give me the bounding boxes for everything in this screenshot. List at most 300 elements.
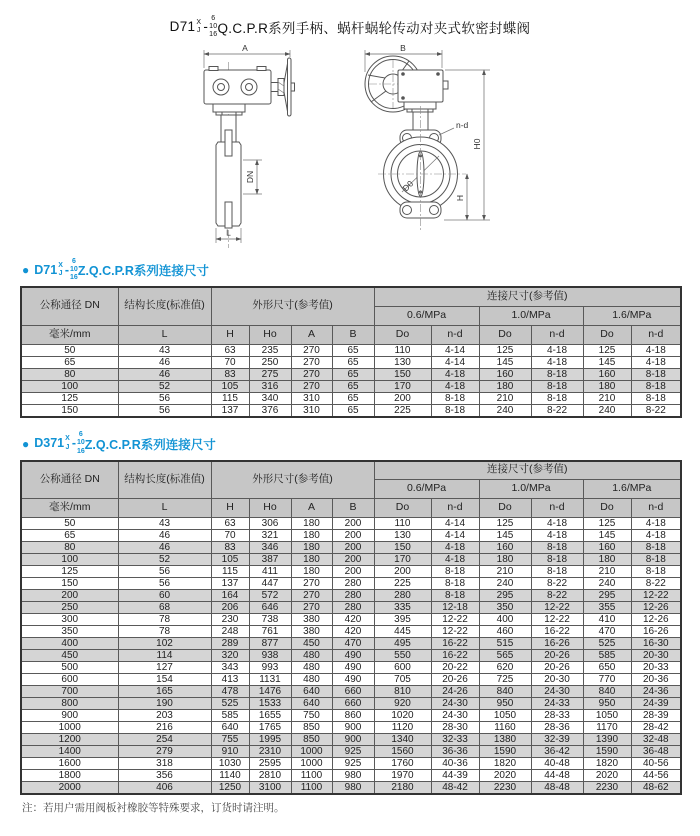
table-cell: 2180 [374,782,431,795]
table-cell: 56 [118,404,211,417]
table-cell: 70 [211,530,249,542]
sub-header: Do [374,325,431,344]
table-cell: 200 [21,590,118,602]
table-cell: 65 [21,356,118,368]
dim-label-B: B [400,43,406,53]
table-cell: 150 [374,368,431,380]
table-cell: 40-48 [531,758,583,770]
table-cell: 316 [249,380,291,392]
table-cell: 250 [21,602,118,614]
valve-side-view-drawing [161,42,296,252]
table-row [21,674,681,686]
table-cell: 460 [479,626,531,638]
table-cell: 4-18 [531,344,583,356]
table-cell: 2230 [479,782,531,795]
table-cell: 114 [118,650,211,662]
table-row [21,662,681,674]
table-cell: 12-22 [431,626,479,638]
table-cell: 44-56 [631,770,681,782]
table-cell: 150 [21,578,118,590]
table-cell: 154 [118,674,211,686]
table-cell: 4-18 [631,344,681,356]
table-cell: 280 [332,602,374,614]
table-cell: 8-22 [631,578,681,590]
table-cell: 200 [332,530,374,542]
table-cell: 1590 [479,746,531,758]
table-cell: 1250 [211,782,249,795]
table-cell: 8-18 [431,404,479,417]
page-title [20,14,680,40]
col-header-conn: 连接尺寸(参考值) [374,461,681,480]
table-cell: 480 [291,650,332,662]
table-cell: 8-18 [431,566,479,578]
sub-header: Do [583,325,631,344]
table-cell: 1050 [479,710,531,722]
table-cell: 165 [118,686,211,698]
table-cell: 12-26 [631,614,681,626]
table-cell: 145 [583,530,631,542]
bullet-icon: ● [22,263,30,277]
gearbox-front [398,70,443,102]
table-cell: 8-18 [431,392,479,404]
table-cell: 100 [21,554,118,566]
table-cell: 705 [374,674,431,686]
table-cell: 938 [249,650,291,662]
table-cell: 32-39 [531,734,583,746]
sub-header: 毫米/mm [21,499,118,518]
table-cell: 1995 [249,734,291,746]
table-cell: 925 [332,746,374,758]
table-cell: 12-22 [531,614,583,626]
table-cell: 4-18 [431,380,479,392]
table-cell: 1100 [291,770,332,782]
table-cell: 80 [21,368,118,380]
table-cell: 8-22 [531,404,583,417]
table-cell: 280 [332,578,374,590]
table-cell: 3100 [249,782,291,795]
table-cell: 1000 [21,722,118,734]
table-cell: 24-33 [531,698,583,710]
table-cell: 60 [118,590,211,602]
table-cell: 164 [211,590,249,602]
table-cell: 2020 [583,770,631,782]
table-cell: 445 [374,626,431,638]
col-header-mpa: 1.6/MPa [583,480,681,499]
table-row [21,638,681,650]
dim-label-H0: H0 [472,138,482,150]
table-cell: 65 [21,530,118,542]
table-cell: 700 [21,686,118,698]
model-variant-stack: X J [196,18,202,34]
col-header-mpa: 0.6/MPa [374,480,479,499]
table-cell: 28-39 [631,710,681,722]
table-cell: 480 [291,674,332,686]
sub-header: B [332,499,374,518]
table-cell: 406 [118,782,211,795]
table-cell: 4-18 [431,542,479,554]
table-cell: 8-18 [631,542,681,554]
table-cell: 8-18 [631,368,681,380]
table-cell: 150 [374,542,431,554]
table-cell: 306 [249,518,291,530]
table-cell: 65 [332,344,374,356]
table-cell: 180 [291,542,332,554]
table-cell: 346 [249,542,291,554]
table-cell: 295 [583,590,631,602]
table-cell: 400 [21,638,118,650]
table-cell: 78 [118,626,211,638]
table-cell: 572 [249,590,291,602]
table-cell: 210 [583,566,631,578]
sub-header: L [118,325,211,344]
table-cell: 125 [583,518,631,530]
table-cell: 8-18 [631,380,681,392]
table-cell: 36-36 [431,746,479,758]
table-cell: 280 [332,590,374,602]
table-cell: 640 [211,722,249,734]
table-row [21,380,681,392]
table-cell: 411 [249,566,291,578]
col-header-length: 结构长度(标准值) [118,287,211,325]
col-header-dims: 外形尺寸(参考值) [211,461,374,499]
table-cell: 102 [118,638,211,650]
table-cell: 28-30 [431,722,479,734]
table-cell: 190 [118,698,211,710]
table-cell: 270 [291,368,332,380]
table-cell: 447 [249,578,291,590]
table-cell: 1131 [249,674,291,686]
table-cell: 850 [291,734,332,746]
sub-header: n-d [431,325,479,344]
table-cell: 320 [211,650,249,662]
sub-header: B [332,325,374,344]
table-cell: 840 [583,686,631,698]
table-cell: 46 [118,368,211,380]
model-code-title [170,15,218,39]
table-cell: 270 [291,356,332,368]
table-cell: 738 [249,614,291,626]
table-cell: 950 [479,698,531,710]
sub-header: Do [374,499,431,518]
table-cell: 4-18 [531,356,583,368]
table-cell: 2595 [249,758,291,770]
table-cell: 83 [211,368,249,380]
table-cell: 755 [211,734,249,746]
table-cell: 660 [332,686,374,698]
table-cell: 65 [332,380,374,392]
table-cell: 318 [118,758,211,770]
table-cell: 495 [374,638,431,650]
table-row [21,578,681,590]
col-header-mpa: 1.0/MPa [479,306,583,325]
sub-header: Do [479,325,531,344]
table-cell: 28-36 [531,722,583,734]
sub-header: 毫米/mm [21,325,118,344]
table-cell: 1380 [479,734,531,746]
table-cell: 4-18 [531,530,583,542]
table-cell: 248 [211,626,249,638]
table-cell: 52 [118,380,211,392]
table-cell: 270 [291,590,332,602]
sub-header: L [118,499,211,518]
table-cell: 240 [583,404,631,417]
table-cell: 125 [21,392,118,404]
table-row [21,710,681,722]
table-cell: 8-18 [631,566,681,578]
sub-header: n-d [431,499,479,518]
table-cell: 800 [21,698,118,710]
table-cell: 310 [291,404,332,417]
table-cell: 65 [332,356,374,368]
table-cell: 125 [479,344,531,356]
table-cell: 4-18 [631,356,681,368]
handwheel-rim [288,58,292,116]
table-cell: 660 [332,698,374,710]
table-cell: 50 [21,344,118,356]
table-cell: 115 [211,566,249,578]
table-cell: 150 [21,404,118,417]
table-cell: 380 [291,614,332,626]
table-cell: 20-26 [531,650,583,662]
table-cell: 20-22 [431,662,479,674]
table-cell: 525 [211,698,249,710]
col-header-dn: 公称通径 DN [21,287,118,325]
table-cell: 490 [332,674,374,686]
table-cell: 877 [249,638,291,650]
table-cell: 180 [291,518,332,530]
table-cell: 12-26 [631,602,681,614]
table-cell: 1140 [211,770,249,782]
table-cell: 925 [332,758,374,770]
table-cell: 340 [249,392,291,404]
table-cell: 1476 [249,686,291,698]
table-cell: 750 [291,710,332,722]
table-cell: 400 [479,614,531,626]
col-header-conn: 连接尺寸(参考值) [374,287,681,306]
table-cell: 210 [479,392,531,404]
table-row [21,344,681,356]
table-cell: 65 [332,392,374,404]
table-cell: 4-14 [431,356,479,368]
table-cell: 63 [211,518,249,530]
table-cell: 240 [583,578,631,590]
table-cell: 1390 [583,734,631,746]
table-cell: 43 [118,344,211,356]
table-cell: 24-30 [431,710,479,722]
table-cell: 950 [583,698,631,710]
table-cell: 410 [583,614,631,626]
table-cell: 1820 [479,758,531,770]
table-cell: 450 [21,650,118,662]
table-cell: 2310 [249,746,291,758]
table-cell: 36-48 [631,746,681,758]
table-row [21,554,681,566]
section-header-d71 [22,257,680,282]
table-cell: 900 [332,734,374,746]
table-cell: 24-36 [631,686,681,698]
table-cell: 310 [291,392,332,404]
table-row [21,650,681,662]
table-cell: 110 [374,344,431,356]
model-code-d371: D371 X J - 6 10 16 [34,431,85,455]
table-cell: 180 [583,554,631,566]
table-cell: 65 [332,368,374,380]
sub-header: n-d [631,499,681,518]
table-cell: 127 [118,662,211,674]
sub-header: n-d [531,325,583,344]
table-cell: 1160 [479,722,531,734]
table-cell: 200 [374,392,431,404]
table-cell: 450 [291,638,332,650]
sub-header: A [291,325,332,344]
sub-header: Do [583,499,631,518]
table-cell: 145 [479,530,531,542]
wheel-hub [278,79,284,96]
table-cell: 900 [21,710,118,722]
table-cell: 130 [374,530,431,542]
table-cell: 180 [291,566,332,578]
table-cell: 160 [479,542,531,554]
table-cell: 180 [479,554,531,566]
table-cell: 250 [249,356,291,368]
table-cell: 810 [374,686,431,698]
table-cell: 550 [374,650,431,662]
table-cell: 1100 [291,782,332,795]
table-cell: 56 [118,578,211,590]
table-cell: 16-22 [531,626,583,638]
table-cell: 40-56 [631,758,681,770]
table-cell: 65 [332,404,374,417]
table-cell: 200 [374,566,431,578]
footer-note: 注：若用户需用阀板衬橡胶等特殊要求，订货时请注明。 [22,802,285,814]
table-row [21,518,681,530]
table-cell: 585 [583,650,631,662]
table-cell: 20-26 [531,662,583,674]
model-pressure-stack: 6 10 16 [209,14,218,39]
table-cell: 125 [21,566,118,578]
table-cell: 105 [211,380,249,392]
table-cell: 235 [249,344,291,356]
table-cell: 125 [479,518,531,530]
table-cell: 8-22 [531,590,583,602]
dim-label-n-d: n-d [456,120,469,130]
table-cell: 200 [332,518,374,530]
table-cell: 48-62 [631,782,681,795]
table-cell: 335 [374,602,431,614]
table-cell: 12-18 [431,602,479,614]
table-cell: 1200 [21,734,118,746]
table-cell: 180 [291,530,332,542]
col-header-dn: 公称通径 DN [21,461,118,499]
dim-label-DN: DN [245,170,255,184]
table-row [21,758,681,770]
table-cell: 70 [211,356,249,368]
table-cell: 993 [249,662,291,674]
table-cell: 395 [374,614,431,626]
table-cell: 68 [118,602,211,614]
table-cell: 203 [118,710,211,722]
wheel-shaft [271,83,278,92]
table-cell: 240 [479,404,531,417]
table-cell: 160 [583,542,631,554]
table-cell: 470 [332,638,374,650]
table-cell: 8-18 [531,392,583,404]
table-cell: 490 [332,662,374,674]
table-row [21,368,681,380]
table-row [21,770,681,782]
table-cell: 8-22 [531,578,583,590]
table-cell: 46 [118,530,211,542]
table-cell: 1765 [249,722,291,734]
table-cell: 343 [211,662,249,674]
table-row [21,698,681,710]
table-cell: 145 [583,356,631,368]
table-cell: 515 [479,638,531,650]
table-cell: 1020 [374,710,431,722]
table-row [21,356,681,368]
table-cell: 28-33 [531,710,583,722]
bullet-icon: ● [22,436,30,451]
table-row [21,734,681,746]
table-cell: 56 [118,566,211,578]
table-cell: 1000 [291,758,332,770]
dimension-table-d371 [20,460,682,796]
table-cell: 24-39 [631,698,681,710]
table-cell: 50 [21,518,118,530]
table-row [21,626,681,638]
table-cell: 130 [374,356,431,368]
table-cell: 490 [332,650,374,662]
table-cell: 4-18 [531,518,583,530]
table-row [21,722,681,734]
table-cell: 470 [583,626,631,638]
col-header-dims: 外形尺寸(参考值) [211,287,374,325]
table-cell: 4-18 [631,518,681,530]
table-cell: 16-22 [431,638,479,650]
table-row [21,686,681,698]
table-cell: 646 [249,602,291,614]
table-cell: 254 [118,734,211,746]
table-cell: 44-48 [531,770,583,782]
table-cell: 8-18 [631,392,681,404]
table-cell: 32-33 [431,734,479,746]
table-cell: 225 [374,404,431,417]
page-title-text: Q.C.P.R系列手柄、蜗杆蜗轮传动对夹式软密封蝶阀 [217,21,531,36]
table-cell: 840 [479,686,531,698]
table-cell: 48-42 [431,782,479,795]
table-cell: 8-18 [531,554,583,566]
table-cell: 170 [374,380,431,392]
table-cell: 83 [211,542,249,554]
table-cell: 170 [374,554,431,566]
table-cell: 270 [291,344,332,356]
table-cell: 300 [21,614,118,626]
table-cell: 920 [374,698,431,710]
table-row [21,782,681,795]
table-cell: 110 [374,518,431,530]
table-row [21,404,681,417]
table-cell: 200 [332,566,374,578]
table-cell: 63 [211,344,249,356]
col-header-mpa: 1.6/MPa [583,306,681,325]
table-cell: 1800 [21,770,118,782]
table-cell: 478 [211,686,249,698]
table-cell: 1533 [249,698,291,710]
table-cell: 230 [211,614,249,626]
table-cell: 387 [249,554,291,566]
table-cell: 20-33 [631,662,681,674]
table-cell: 850 [291,722,332,734]
